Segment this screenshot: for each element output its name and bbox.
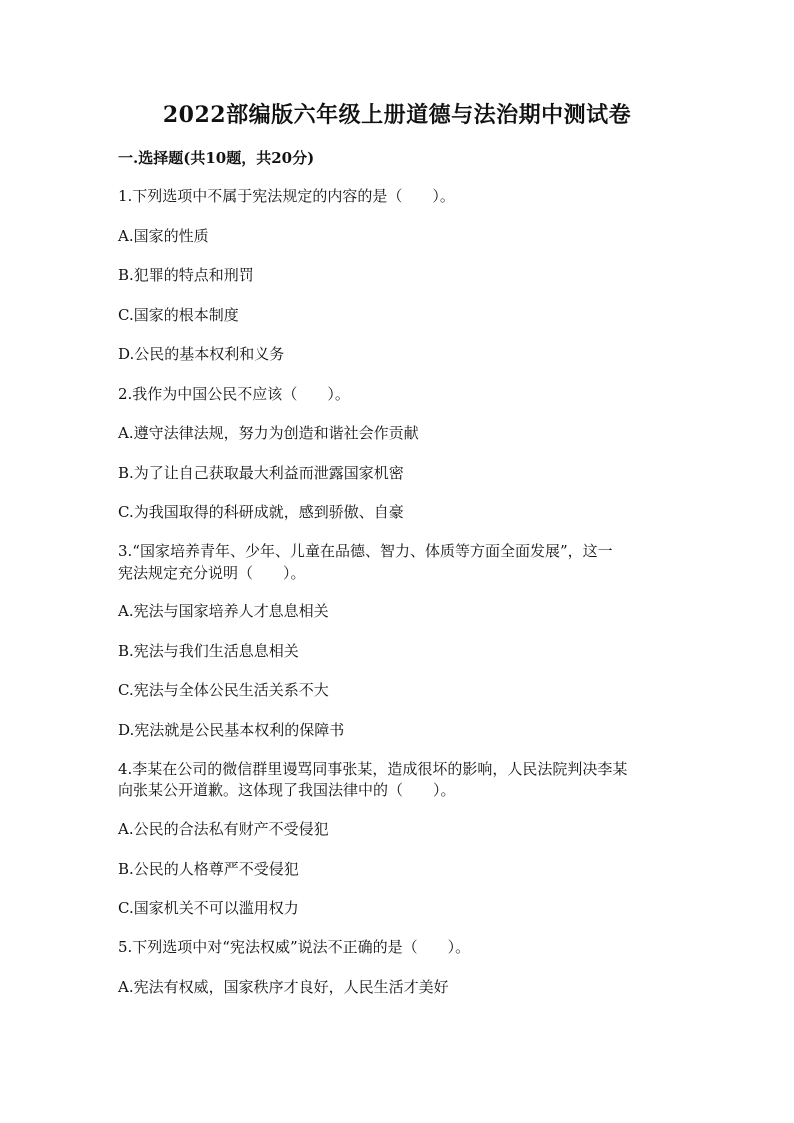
question-3-option-b: B.宪法与我们生活息息相关 — [118, 642, 299, 660]
section-heading: 一.选择题(共10题，共20分) — [118, 149, 315, 167]
question-1-option-c: C.国家的根本制度 — [118, 306, 239, 324]
question-3-option-a: A.宪法与国家培养人才息息相关 — [118, 602, 329, 620]
question-4-option-c: C.国家机关不可以滥用权力 — [118, 899, 299, 917]
question-2-stem: 2.我作为中国公民不应该（ ）。 — [118, 385, 350, 403]
question-4-stem-line-2: 向张某公开道歉。这体现了我国法律中的（ ）。 — [118, 781, 456, 799]
question-4-option-a: A.公民的合法私有财产不受侵犯 — [118, 820, 329, 838]
question-1-option-a: A.国家的性质 — [118, 227, 209, 245]
question-3-option-c: C.宪法与全体公民生活关系不大 — [118, 681, 329, 699]
question-2-option-c: C.为我国取得的科研成就，感到骄傲、自豪 — [118, 503, 404, 521]
question-3-stem-line-2: 宪法规定充分说明（ ）。 — [118, 564, 306, 582]
question-2-option-a: A.遵守法律法规，努力为创造和谐社会作贡献 — [118, 424, 419, 442]
question-3-stem-line-1: 3.“国家培养青年、少年、儿童在品德、智力、体质等方面全面发展”，这一 — [118, 542, 613, 560]
question-5-option-a: A.宪法有权威，国家秩序才良好，人民生活才美好 — [118, 978, 449, 996]
question-2-option-b: B.为了让自己获取最大利益而泄露国家机密 — [118, 464, 404, 482]
question-5-stem: 5.下列选项中对“宪法权威”说法不正确的是（ ）。 — [118, 938, 471, 956]
page-title: 2022部编版六年级上册道德与法治期中测试卷 — [162, 102, 632, 128]
question-1-stem: 1.下列选项中不属于宪法规定的内容的是（ ）。 — [118, 187, 455, 205]
question-1-option-b: B.犯罪的特点和刑罚 — [118, 266, 254, 284]
question-1-option-d: D.公民的基本权利和义务 — [118, 345, 285, 363]
question-3-option-d: D.宪法就是公民基本权利的保障书 — [118, 721, 345, 739]
question-4-option-b: B.公民的人格尊严不受侵犯 — [118, 860, 299, 878]
question-4-stem-line-1: 4.李某在公司的微信群里谩骂同事张某，造成很坏的影响，人民法院判决李某 — [118, 760, 628, 778]
